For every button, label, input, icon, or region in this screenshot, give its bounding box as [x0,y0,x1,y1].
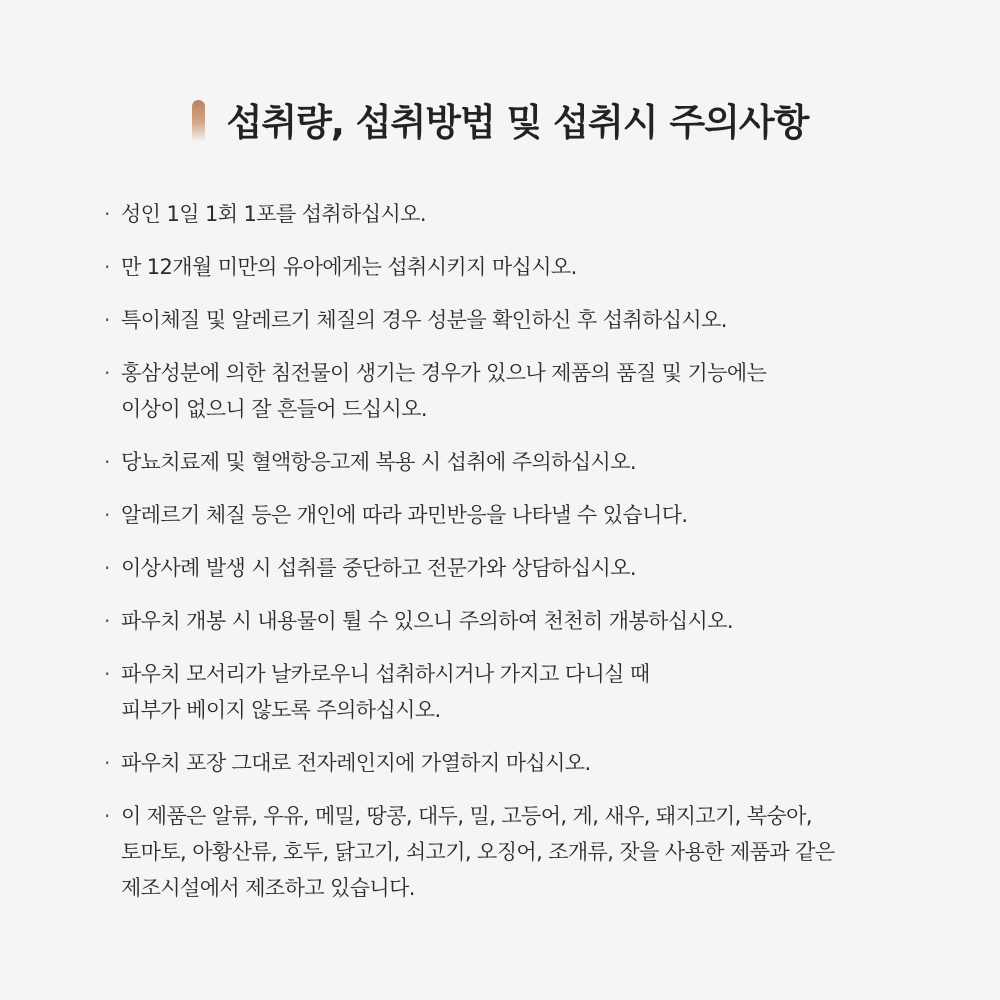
caution-list [104,196,964,923]
caution-item-line: 파우치 포장 그대로 전자레인지에 가열하지 마십시오. [121,751,591,775]
caution-item [104,444,964,480]
caution-item [104,745,964,781]
bullet-dot-icon: · [104,255,110,279]
caution-item-text [121,550,636,586]
caution-item-line: 토마토, 아황산류, 호두, 닭고기, 쇠고기, 오징어, 조개류, 잣을 사용한 제품과 같은 [121,840,835,864]
caution-item [104,656,964,728]
caution-item-line: 이상이 없으니 잘 흔들어 드십시오. [121,397,427,421]
caution-item [104,355,964,427]
bullet-dot-icon: · [104,751,110,775]
caution-item [104,302,964,338]
bullet-dot-icon: · [104,503,110,527]
caution-item [104,550,964,586]
caution-item-text [121,745,591,781]
caution-item-text [121,444,636,480]
bullet-dot-icon: · [104,202,110,226]
caution-item [104,196,964,232]
bullet-dot-icon: · [104,609,110,633]
caution-item-text [121,196,426,232]
bullet-dot-icon: · [104,662,110,686]
caution-item-text [121,798,835,906]
caution-item [104,798,964,906]
caution-item [104,249,964,285]
caution-item-text [121,302,727,338]
title-header [0,92,1000,146]
caution-item-line: 이상사례 발생 시 섭취를 중단하고 전문가와 상담하십시오. [121,556,636,580]
caution-item-line: 파우치 개봉 시 내용물이 튈 수 있으니 주의하여 천천히 개봉하십시오. [121,609,733,633]
caution-item-line: 알레르기 체질 등은 개인에 따라 과민반응을 나타낼 수 있습니다. [121,503,688,527]
caution-item-text [121,603,733,639]
bullet-dot-icon: · [104,556,110,580]
caution-item-text [121,355,766,427]
bullet-dot-icon: · [104,804,110,828]
caution-item-line: 만 12개월 미만의 유아에게는 섭취시키지 마십시오. [121,255,577,279]
caution-item-line: 제조시설에서 제조하고 있습니다. [121,876,415,900]
caution-item-text [121,497,688,533]
title-accent-bar [192,100,205,142]
caution-item-line: 피부가 베이지 않도록 주의하십시오. [121,698,441,722]
caution-item-text [121,656,650,728]
caution-item-text [121,249,577,285]
caution-item-line: 당뇨치료제 및 혈액항응고제 복용 시 섭취에 주의하십시오. [121,450,636,474]
bullet-dot-icon: · [104,361,110,385]
caution-item-line: 홍삼성분에 의한 침전물이 생기는 경우가 있으나 제품의 품질 및 기능에는 [121,361,767,385]
page-title: 섭취량, 섭취방법 및 섭취시 주의사항 [226,101,809,144]
caution-item [104,497,964,533]
caution-item-line: 성인 1일 1회 1포를 섭취하십시오. [121,202,426,226]
caution-item-line: 특이체질 및 알레르기 체질의 경우 성분을 확인하신 후 섭취하십시오. [121,308,727,332]
caution-item-line: 파우치 모서리가 날카로우니 섭취하시거나 가지고 다니실 때 [121,662,650,686]
caution-item [104,603,964,639]
bullet-dot-icon: · [104,308,110,332]
bullet-dot-icon: · [104,450,110,474]
caution-item-line: 이 제품은 알류, 우유, 메밀, 땅콩, 대두, 밀, 고등어, 게, 새우, 돼지고기, 복숭아, [121,804,812,828]
